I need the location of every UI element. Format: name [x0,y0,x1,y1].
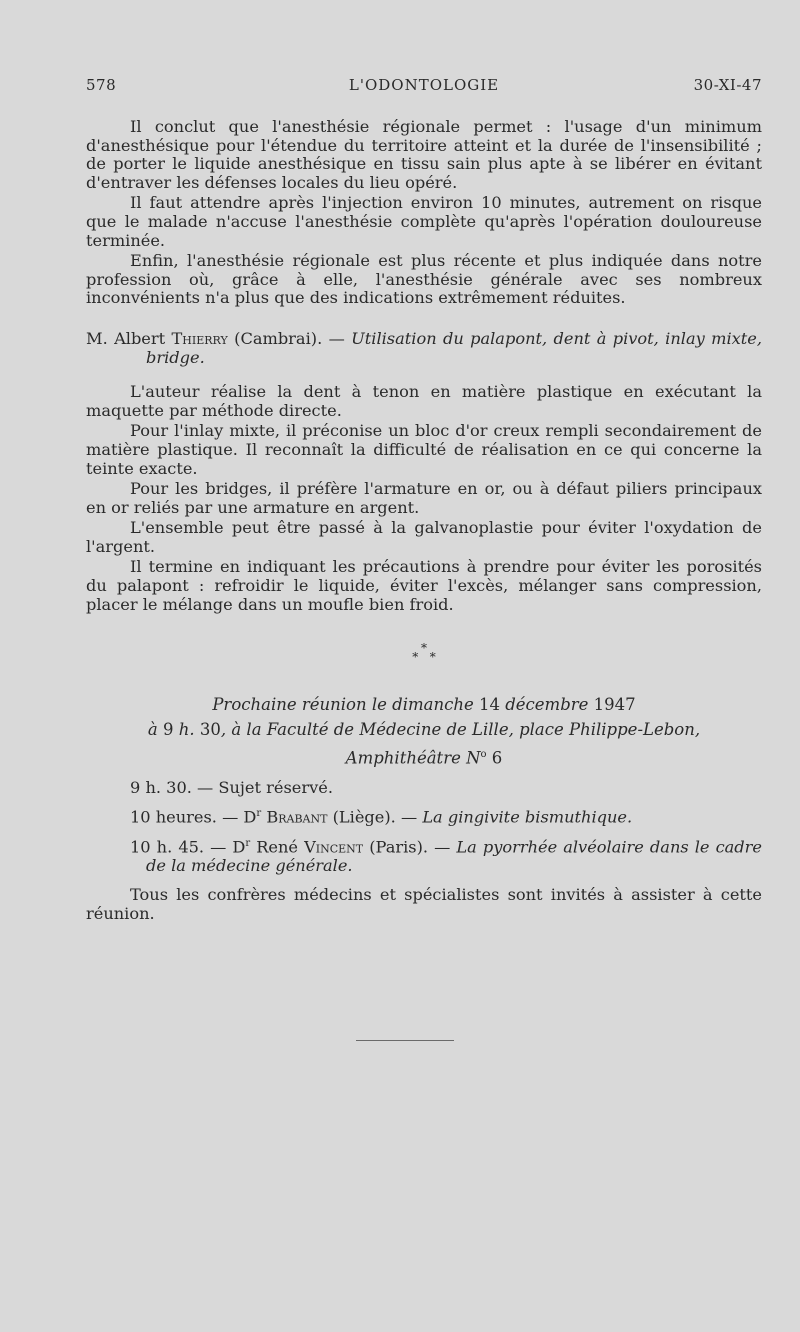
page-body [86,118,762,939]
section-gap [86,310,762,330]
paragraph-regional-anesthesia: Enfin, l'anesthésie régionale est plus récente et plus indiquée dans notre profession où, grâce à elle, l'anesthésie générale avec ses nombreux inconvénients n'a plus que des indications extrêmement réduites. [86,251,762,308]
announcement-line-2: à 9 h. 30, à la Faculté de Médecine de Lille, place Philippe-Lebon, [147,720,701,740]
author-surname: Thierry [171,328,228,348]
announcement-heading [86,692,762,771]
paragraph-conclusion: Il conclut que l'anesthésie régionale permet : l'usage d'un minimum d'anesthésique pour l'étendue du territoire atteint et la durée de l'insensibilité ; de porter le liquide anesthésique en tissu sain plus apte à se libérer en évitant d'entraver les défenses locales du lieu opéré. [86,117,762,192]
announcement-line-1: Prochaine réunion le dimanche 14 décembre 1947 [212,695,636,715]
program-item-1: 9 h. 30. — Sujet réservé. [130,777,333,797]
announcement-line-3: Amphithéâtre $N^o$ 6 [345,748,503,768]
page-number: 578 [86,76,117,94]
end-rule [356,1040,454,1041]
author-prefix: M. Albert [86,328,172,348]
asterism-star-left: * [412,650,419,665]
paragraph-precautions: Il termine en indiquant les précautions à prendre pour éviter les porosités du palapont : refroidir le liquide, éviter l'excès, mélanger sans compression, placer le mélange dans un moufle bien froid. [86,557,762,614]
asterism-bottom-stars [86,650,762,665]
journal-title: L'ODONTOLOGIE [348,76,500,94]
asterism [86,641,762,665]
issue-date: 30-XI-47 [693,76,762,94]
program-item-3: 10 h. 45. — $D^r$ René Vincent (Paris). — La pyorrhée alvéolaire dans le cadre de la médecine générale. [130,837,762,876]
asterism-top-star: * [421,641,427,656]
closing-invitation: Tous les confrères médecins et spécialistes sont invités à assister à cette réunion. [86,884,762,923]
author-place: (Cambrai). — [227,328,352,348]
paragraph-bridges: Pour les bridges, il préfère l'armature en or, ou à défaut piliers principaux en or reliés par une armature en argent. [86,479,762,517]
paragraph-dent-tenon: L'auteur réalise la dent à tenon en matière plastique en exécutant la maquette par méthode directe. [86,382,762,420]
paragraph-inlay-mixte: Pour l'inlay mixte, il préconise un bloc d'or creux rempli secondairement de matière plastique. Il reconnaît la difficulté de réalisation en ce qui concerne la teinte exacte. [86,421,762,478]
author-entry [86,330,762,367]
communication-title: Utilisation du palapont, dent à pivot, inlay mixte, bridge. [146,328,762,367]
paragraph-waiting-time: Il faut attendre après l'injection environ 10 minutes, autrement on risque que le malade n'accuse l'anesthésie complète qu'après l'opération douloureuse terminée. [86,193,762,250]
asterism-star-right: * [429,650,436,665]
running-header [86,76,762,100]
program-item-2: 10 heures. — $D^r$ Brabant (Liège). — La gingivite bismuthique. [130,807,633,827]
paragraph-galvanoplastie: L'ensemble peut être passé à la galvanoplastie pour éviter l'oxydation de l'argent. [86,518,762,556]
